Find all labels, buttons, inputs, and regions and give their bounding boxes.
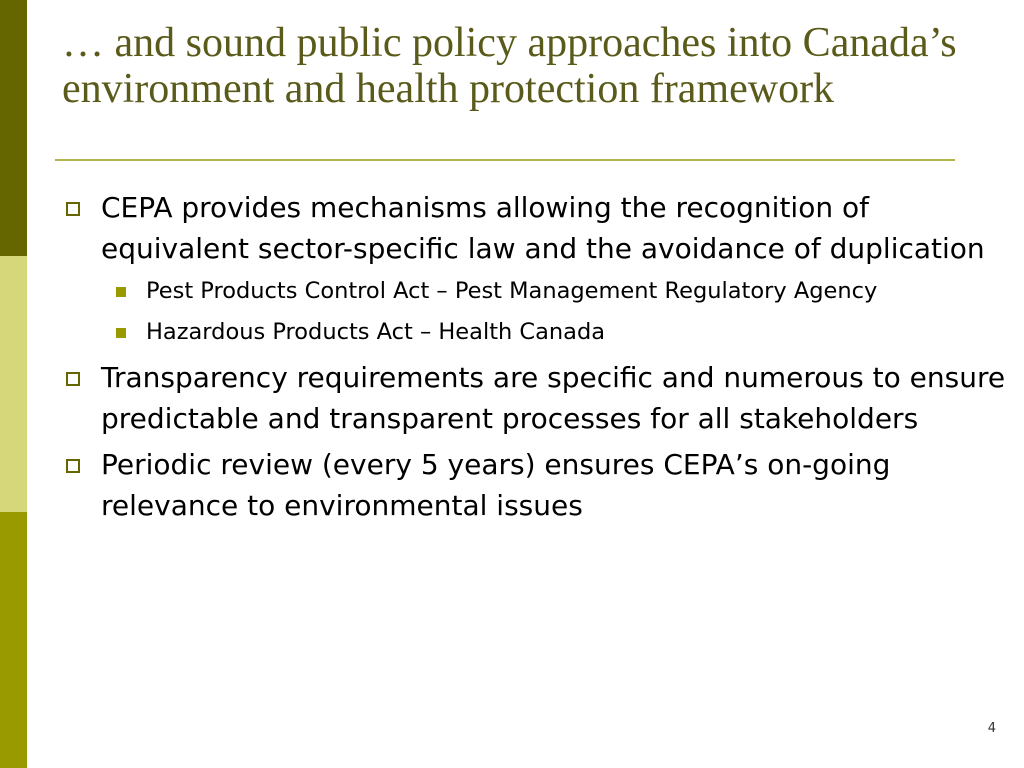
slide-title: … and sound public policy approaches into Canada’s environment and health protection framework	[62, 20, 957, 112]
bullet-item	[66, 357, 1011, 439]
filled-square-bullet-icon	[116, 328, 126, 338]
slide-content	[66, 187, 1011, 531]
sub-bullet-item	[66, 315, 1011, 349]
side-bar-dark	[0, 0, 27, 256]
bullet-item	[66, 187, 1011, 269]
hollow-square-bullet-icon	[66, 459, 80, 473]
side-bar-mid	[0, 512, 27, 768]
sub-bullet-text: Hazardous Products Act – Health Canada	[146, 319, 606, 345]
title-divider	[55, 159, 955, 161]
sub-bullet-item	[66, 274, 1011, 308]
bullet-text: Transparency requirements are specific and numerous to ensure predictable and transparent processes for all stakeholders	[101, 361, 1006, 435]
bullet-text: Periodic review (every 5 years) ensures CEPA’s on-going relevance to environmental issues	[101, 448, 891, 522]
sub-bullet-text: Pest Products Control Act – Pest Management Regulatory Agency	[146, 278, 878, 304]
hollow-square-bullet-icon	[66, 202, 80, 216]
bullet-text: CEPA provides mechanisms allowing the recognition of equivalent sector-specific law and the avoidance of duplication	[101, 191, 985, 265]
hollow-square-bullet-icon	[66, 372, 80, 386]
sub-bullet-list	[66, 274, 1011, 349]
side-bar-light	[0, 256, 27, 512]
filled-square-bullet-icon	[116, 287, 126, 297]
page-number: 4	[987, 721, 996, 736]
bullet-item	[66, 444, 1011, 526]
